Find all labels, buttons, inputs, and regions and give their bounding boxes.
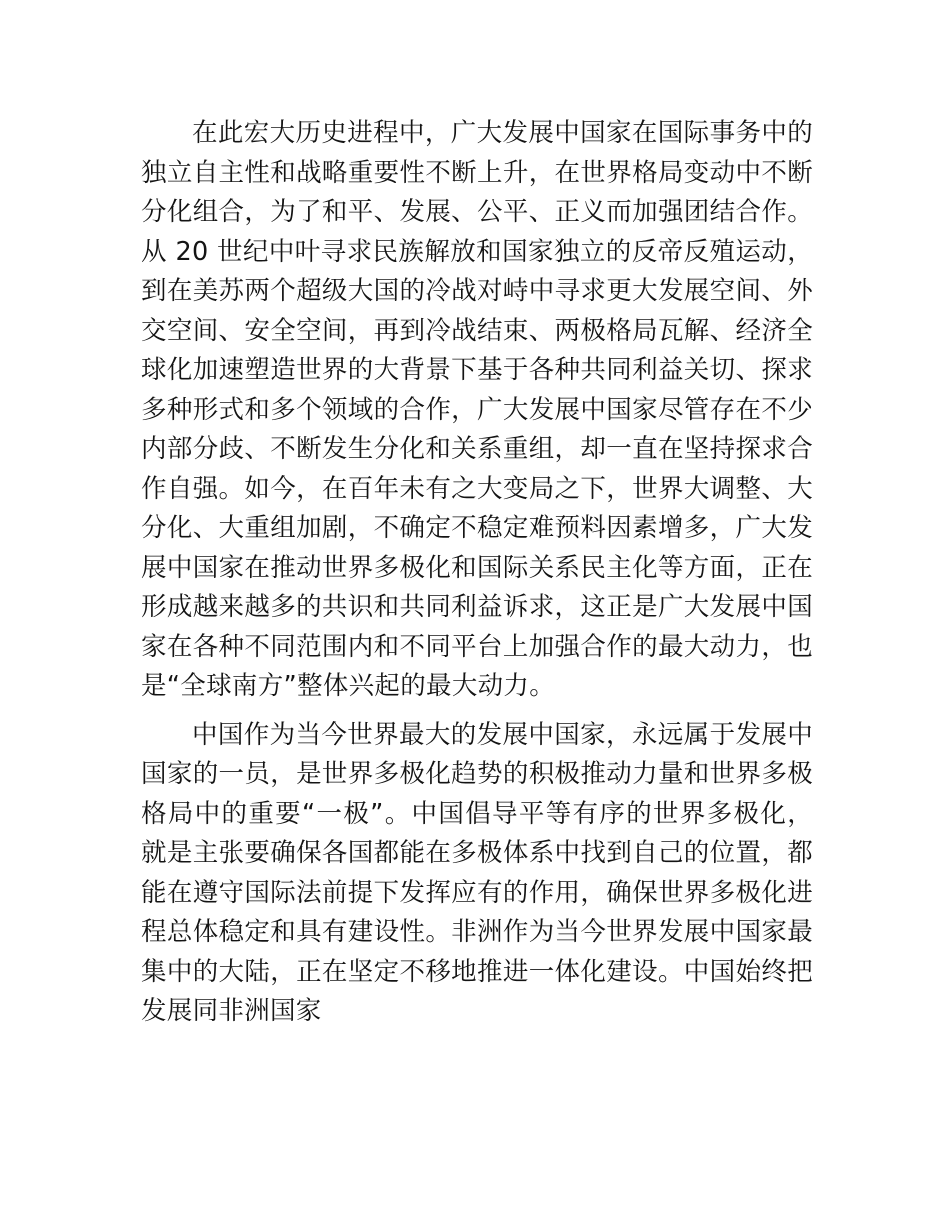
paragraph-1: 在此宏大历史进程中，广大发展中国家在国际事务中的独立自主性和战略重要性不断上升，在世界格局变动中不断分化组合，为了和平、发展、公平、正义而加强团结合作。从 20 世纪中叶寻求民族解放和国家独立的反帝反殖运动，到在美苏两个超级大国的冷战对峙中寻求更大发展空间、外交空间、安全空间，再到冷战结束、两极格局瓦解、经济全球化加速塑造世界的大背景下基于各种共同利益关切、探求多种形式和多个领域的合作，广大发展中国家尽管存在不少内部分歧、不断发生分化和关系重组，却一直在坚持探求合作自强。如今，在百年未有之大变局之下，世界大调整、大分化、大重组加剧，不确定不稳定难预料因素增多，广大发展中国家在推动世界多极化和国际关系民主化等方面，正在形成越来越多的共识和共同利益诉求，这正是广大发展中国家在各种不同范围内和不同平台上加强合作的最大动力，也是“全球南方”整体兴起的最大动力。 [141, 118, 813, 701]
document-body [141, 114, 813, 1032]
paragraph-2: 中国作为当今世界最大的发展中国家，永远属于发展中国家的一员，是世界多极化趋势的积极推动力量和世界多极格局中的重要“一极”。中国倡导平等有序的世界多极化，就是主张要确保各国都能在多极体系中找到自己的位置，都能在遵守国际法前提下发挥应有的作用，确保世界多极化进程总体稳定和具有建设性。非洲作为当今世界发展中国家最集中的大陆，正在坚定不移地推进一体化建设。中国始终把发展同非洲国家 [141, 719, 813, 1026]
